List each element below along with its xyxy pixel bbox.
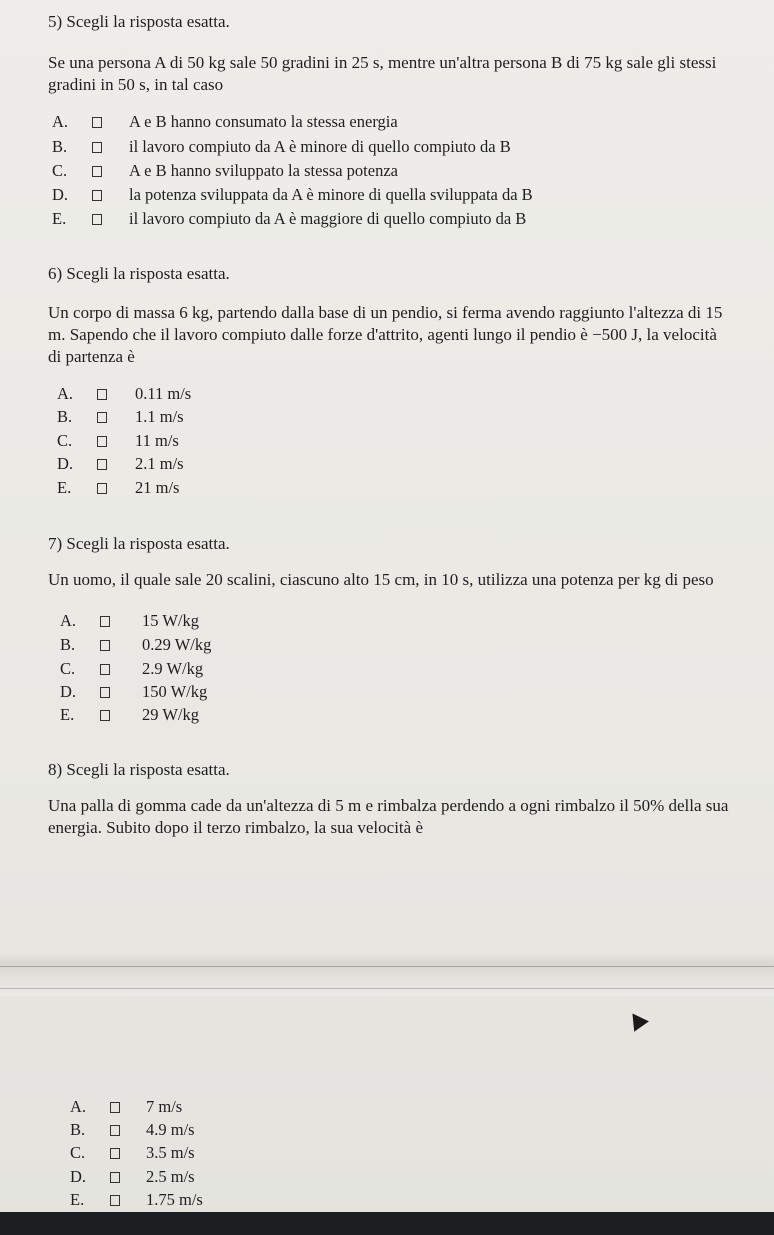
option-text: A e B hanno consumato la stessa energia [129,112,398,131]
option-text: 2.1 m/s [135,454,184,473]
option-letter: B. [60,635,76,654]
question-6-option-b[interactable] [57,406,184,428]
question-8-text: Una palla di gomma cade da un'altezza di 5 m e rimbalza perdendo a ogni rimbalzo il 50% della sua energia. Subito dopo il terzo rimbalzo, la sua velocità è [48,796,729,837]
option-text: il lavoro compiuto da A è minore di quello compiuto da B [129,137,511,156]
option-checkbox[interactable] [110,1125,120,1136]
option-text: 150 W/kg [142,682,208,701]
option-text: il lavoro compiuto da A è maggiore di quello compiuto da B [129,209,527,228]
option-text: 3.5 m/s [146,1143,195,1162]
question-5-option-b[interactable] [52,136,511,158]
question-6-option-d[interactable] [57,453,184,475]
question-8-option-e[interactable] [70,1189,203,1211]
question-7-option-e[interactable] [60,704,199,726]
question-8-title: 8) Scegli la risposta esatta. [48,760,230,779]
option-letter: E. [70,1190,85,1209]
option-letter: D. [60,682,77,701]
question-5-title: 5) Scegli la risposta esatta. [48,12,230,31]
question-7-option-a[interactable] [60,610,199,632]
question-5-option-a[interactable] [52,111,398,133]
option-text: 21 m/s [135,478,180,497]
option-letter: B. [57,407,73,426]
question-8-option-c[interactable] [70,1142,195,1164]
option-checkbox[interactable] [100,640,110,651]
option-letter: D. [57,454,74,473]
option-checkbox[interactable] [92,142,102,153]
question-8-option-b[interactable] [70,1119,195,1141]
option-checkbox[interactable] [100,664,110,675]
option-checkbox[interactable] [110,1195,120,1206]
question-8-option-d[interactable] [70,1166,195,1188]
bottom-edge-shadow [0,1212,774,1235]
question-6-title: 6) Scegli la risposta esatta. [48,264,230,283]
option-checkbox[interactable] [97,436,107,447]
question-6-option-e[interactable] [57,477,179,499]
option-letter: C. [70,1143,86,1162]
option-checkbox[interactable] [92,190,102,201]
question-7-option-c[interactable] [60,658,203,680]
question-5-text: Se una persona A di 50 kg sale 50 gradini in 25 s, mentre un'altra persona B di 75 kg sale gli stessi gradini in 50 s, in tal caso [48,53,717,94]
fold-crease-top [0,966,774,967]
option-letter: A. [52,112,69,131]
option-text: 29 W/kg [142,705,199,724]
question-5-option-c[interactable] [52,160,398,182]
option-letter: E. [60,705,75,724]
option-text: 4.9 m/s [146,1120,195,1139]
option-text: 11 m/s [135,431,179,450]
question-5-option-e[interactable] [52,208,526,230]
question-7-title: 7) Scegli la risposta esatta. [48,534,230,553]
option-checkbox[interactable] [97,412,107,423]
option-letter: C. [52,161,68,180]
question-6-text: Un corpo di massa 6 kg, partendo dalla base di un pendio, si ferma avendo raggiunto l'altezza di 15 m. Sapendo che il lavoro compiuto dalle forze d'attrito, agenti lungo il pendio è −500 J, la velocità di partenza è [48,303,723,366]
option-letter: D. [52,185,69,204]
option-letter: B. [70,1120,86,1139]
question-5-option-d[interactable] [52,184,533,206]
option-text: A e B hanno sviluppato la stessa potenza [129,161,398,180]
option-text: 1.75 m/s [146,1190,203,1209]
option-text: la potenza sviluppata da A è minore di quella sviluppata da B [129,185,533,204]
option-letter: A. [60,611,77,630]
option-text: 7 m/s [146,1097,183,1116]
option-checkbox[interactable] [92,214,102,225]
option-letter: B. [52,137,68,156]
option-text: 1.1 m/s [135,407,184,426]
option-checkbox[interactable] [92,117,102,128]
option-letter: A. [70,1097,87,1116]
option-checkbox[interactable] [100,616,110,627]
option-text: 15 W/kg [142,611,199,630]
option-checkbox[interactable] [110,1148,120,1159]
option-text: 2.5 m/s [146,1167,195,1186]
question-7-option-d[interactable] [60,681,207,703]
question-8-option-a[interactable] [70,1096,182,1118]
option-text: 0.29 W/kg [142,635,212,654]
option-checkbox[interactable] [110,1102,120,1113]
option-letter: E. [52,209,67,228]
option-letter: C. [60,659,76,678]
paper-fold [0,952,774,996]
option-checkbox[interactable] [100,710,110,721]
question-6-option-a[interactable] [57,383,191,405]
question-7-text: Un uomo, il quale sale 20 scalini, ciascuno alto 15 cm, in 10 s, utilizza una potenza per kg di peso [48,570,714,589]
option-letter: A. [57,384,74,403]
option-checkbox[interactable] [97,389,107,400]
option-checkbox[interactable] [100,687,110,698]
mouse-cursor-icon [625,1008,649,1031]
option-checkbox[interactable] [92,166,102,177]
option-checkbox[interactable] [110,1172,120,1183]
option-text: 0.11 m/s [135,384,192,403]
option-letter: E. [57,478,72,497]
question-6-option-c[interactable] [57,430,179,452]
option-checkbox[interactable] [97,483,107,494]
option-checkbox[interactable] [97,459,107,470]
fold-crease-bottom [0,988,774,989]
question-7-option-b[interactable] [60,634,211,656]
option-letter: D. [70,1167,87,1186]
option-letter: C. [57,431,73,450]
option-text: 2.9 W/kg [142,659,204,678]
